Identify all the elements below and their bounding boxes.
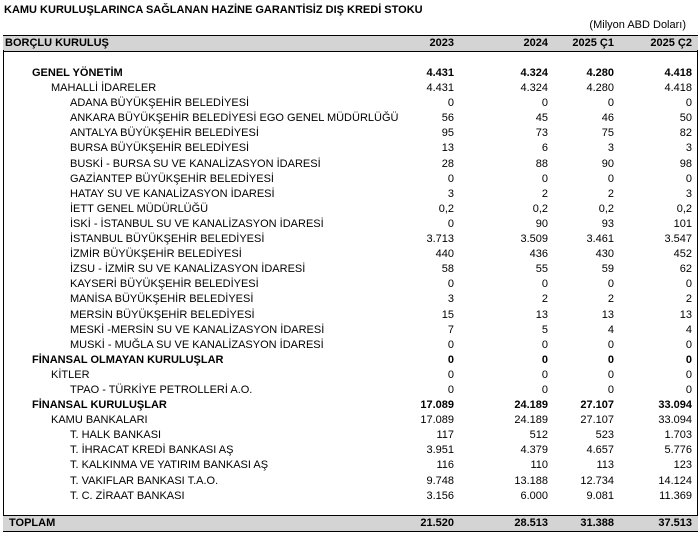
- row-value: 0: [541, 383, 548, 396]
- row-label: BUSKİ - BURSA SU VE KANALİZASYON İDARESİ: [70, 157, 321, 170]
- row-label: MANİSA BÜYÜKŞEHİR BELEDİYESİ: [70, 293, 254, 306]
- row-value: 4.280: [586, 82, 614, 95]
- row-label: T. HALK BANKASI: [70, 429, 162, 442]
- row-value: 58: [441, 263, 454, 276]
- table-header: [3, 35, 698, 52]
- row-value: 0: [541, 353, 548, 366]
- row-value: 4.657: [586, 444, 614, 457]
- table-row: [0, 126, 700, 141]
- table-row: [0, 383, 700, 398]
- row-value: 13: [441, 142, 454, 155]
- row-value: 46: [601, 112, 614, 125]
- row-value: 0: [685, 278, 692, 291]
- row-value: 0: [607, 353, 614, 366]
- row-value: 95: [441, 127, 454, 140]
- row-value: 3: [685, 142, 692, 155]
- row-value: 45: [535, 112, 548, 125]
- row-value: 4.431: [426, 82, 454, 95]
- row-value: 13: [535, 308, 548, 321]
- table-row: [0, 474, 700, 489]
- table-row: [0, 277, 700, 292]
- table-row: [0, 413, 700, 428]
- row-value: 27.107: [580, 414, 614, 427]
- row-value: 0: [607, 278, 614, 291]
- row-value: 9.081: [586, 489, 614, 502]
- row-value: 0: [607, 338, 614, 351]
- total-value-2023: 21.520: [420, 517, 454, 529]
- header-year-2025-q2: 2025 Ç2: [650, 37, 692, 49]
- row-value: 452: [673, 248, 692, 261]
- row-value: 0: [685, 383, 692, 396]
- row-value: 3.951: [426, 444, 454, 457]
- row-value: 4.431: [426, 67, 454, 79]
- row-value: 440: [435, 248, 454, 261]
- row-value: 0: [685, 368, 692, 381]
- row-value: 93: [601, 217, 614, 230]
- row-value: 15: [441, 308, 454, 321]
- row-value: 17.089: [420, 414, 454, 427]
- row-label: FİNANSAL KURULUŞLAR: [32, 399, 167, 412]
- row-value: 27.107: [580, 399, 614, 412]
- table-row: [0, 81, 700, 96]
- table-row: [0, 141, 700, 156]
- total-value-2025-q2: 37.513: [658, 517, 692, 529]
- table-row: [0, 308, 700, 323]
- row-value: 3: [447, 293, 454, 306]
- table-row: [0, 202, 700, 217]
- row-value: 0: [541, 172, 548, 185]
- row-value: 5: [541, 323, 548, 336]
- row-value: 73: [535, 127, 548, 140]
- row-value: 0: [541, 368, 548, 381]
- row-value: 110: [530, 459, 548, 472]
- row-value: 13: [679, 308, 692, 321]
- table-row: [0, 292, 700, 307]
- row-value: 512: [529, 429, 548, 442]
- row-label: GAZİANTEP BÜYÜKŞEHİR BELEDİYESİ: [70, 172, 274, 185]
- row-label: İZSU - İZMİR SU VE KANALİZASYON İDARESİ: [70, 263, 306, 276]
- row-value: 98: [679, 157, 692, 170]
- row-value: 0: [607, 172, 614, 185]
- row-value: 0: [447, 278, 454, 291]
- row-value: 55: [535, 263, 548, 276]
- row-label: KAMU BANKALARI: [51, 414, 148, 427]
- row-value: 0: [541, 338, 548, 351]
- row-value: 1.703: [664, 429, 692, 442]
- table-row: [0, 338, 700, 353]
- row-value: 12.734: [580, 474, 614, 487]
- row-value: 24.189: [514, 399, 548, 412]
- row-label: MAHALLİ İDARELER: [51, 82, 157, 95]
- row-value: 50: [679, 112, 692, 125]
- row-label: İETT GENEL MÜDÜRLÜĞÜ: [70, 202, 209, 215]
- row-label: T. C. ZİRAAT BANKASI: [70, 489, 185, 502]
- row-value: 0: [685, 172, 692, 185]
- row-value: 0: [607, 97, 614, 110]
- row-label: KİTLER: [51, 368, 90, 381]
- row-label: MESKİ -MERSİN SU VE KANALİZASYON İDARESİ: [70, 323, 325, 336]
- row-label: FİNANSAL OLMAYAN KURULUŞLAR: [32, 353, 224, 366]
- table-row: [0, 489, 700, 504]
- table-row: [0, 323, 700, 338]
- header-year-2025-q1: 2025 Ç1: [572, 37, 614, 49]
- row-value: 62: [679, 263, 692, 276]
- row-label: İZMİR BÜYÜKŞEHİR BELEDİYESİ: [70, 248, 242, 261]
- row-value: 0,2: [598, 202, 614, 215]
- row-value: 6.000: [520, 489, 548, 502]
- row-value: 13.188: [514, 474, 548, 487]
- row-value: 4.418: [664, 67, 692, 79]
- row-value: 33.094: [658, 399, 692, 412]
- row-label: TPAO - TÜRKİYE PETROLLERİ A.O.: [70, 383, 253, 396]
- table-row: [0, 111, 700, 126]
- row-value: 28: [441, 157, 454, 170]
- table-row: [0, 262, 700, 277]
- table-row: [0, 458, 700, 473]
- row-value: 0: [607, 368, 614, 381]
- row-value: 90: [601, 157, 614, 170]
- table-row: [0, 96, 700, 111]
- row-value: 0,2: [532, 202, 548, 215]
- total-row: [3, 515, 698, 532]
- row-value: 0,2: [676, 202, 692, 215]
- row-value: 3: [685, 187, 692, 200]
- row-value: 3.713: [426, 233, 454, 246]
- row-value: 0,2: [438, 202, 454, 215]
- table-row: [0, 368, 700, 383]
- row-value: 117: [436, 429, 454, 442]
- row-label: T. İHRACAT KREDİ BANKASI AŞ: [70, 444, 234, 457]
- table-row: [0, 428, 700, 443]
- row-value: 2: [541, 187, 548, 200]
- table-row: [0, 232, 700, 247]
- row-value: 0: [541, 278, 548, 291]
- row-value: 2: [607, 187, 614, 200]
- row-value: 3.547: [664, 233, 692, 246]
- row-value: 3: [607, 142, 614, 155]
- row-label: MUSKİ - MUĞLA SU VE KANALİZASYON İDARESİ: [70, 338, 324, 351]
- row-label: ANTALYA BÜYÜKŞEHİR BELEDİYESİ: [70, 127, 259, 140]
- row-value: 0: [447, 97, 454, 110]
- row-label: HATAY SU VE KANALİZASYON İDARESİ: [70, 187, 275, 200]
- row-label: İSTANBUL BÜYÜKŞEHİR BELEDİYESİ: [70, 233, 265, 246]
- row-value: 88: [535, 157, 548, 170]
- table-row: [0, 398, 700, 413]
- row-label: İSKİ - İSTANBUL SU VE KANALİZASYON İDARESİ: [70, 217, 324, 230]
- row-label: BURSA BÜYÜKŞEHİR BELEDİYESİ: [70, 142, 250, 155]
- total-value-2024: 28.513: [514, 517, 548, 529]
- row-value: 0: [685, 97, 692, 110]
- row-value: 4.418: [664, 82, 692, 95]
- row-value: 59: [601, 263, 614, 276]
- row-value: 17.089: [420, 399, 454, 412]
- row-value: 5.776: [664, 444, 692, 457]
- row-value: 2: [685, 293, 692, 306]
- row-value: 4: [685, 323, 692, 336]
- table-row: [0, 157, 700, 172]
- row-value: 13: [601, 308, 614, 321]
- row-value: 3.509: [520, 233, 548, 246]
- row-value: 0: [607, 383, 614, 396]
- row-label: GENEL YÖNETİM: [32, 67, 123, 79]
- row-value: 11.369: [659, 489, 692, 502]
- row-value: 0: [447, 172, 454, 185]
- row-value: 0: [685, 338, 692, 351]
- row-value: 3.156: [426, 489, 454, 502]
- row-value: 0: [447, 368, 454, 381]
- row-label: ANKARA BÜYÜKŞEHİR BELEDİYESİ EGO GENEL MÜDÜRLÜĞÜ: [70, 112, 399, 125]
- table-row: [0, 66, 700, 81]
- row-value: 4.379: [520, 444, 548, 457]
- row-value: 0: [541, 97, 548, 110]
- row-value: 0: [685, 353, 692, 366]
- row-value: 90: [535, 217, 548, 230]
- total-value-2025-q1: 31.388: [580, 517, 614, 529]
- row-value: 24.189: [514, 414, 548, 427]
- header-year-2023: 2023: [429, 37, 454, 49]
- row-value: 113: [596, 459, 614, 472]
- row-label: ADANA BÜYÜKŞEHİR BELEDİYESİ: [70, 97, 250, 110]
- row-value: 0: [447, 353, 454, 366]
- row-value: 33.094: [658, 414, 692, 427]
- row-label: T. VAKIFLAR BANKASI T.A.O.: [70, 474, 219, 487]
- header-label: BORÇLU KURULUŞ: [5, 37, 109, 49]
- row-value: 75: [601, 127, 614, 140]
- row-value: 9.748: [426, 474, 454, 487]
- table-row: [0, 217, 700, 232]
- header-year-2024: 2024: [523, 37, 548, 49]
- row-value: 0: [447, 217, 454, 230]
- row-value: 2: [607, 293, 614, 306]
- row-label: MERSİN BÜYÜKŞEHİR BELEDİYESİ: [70, 308, 255, 321]
- unit-label: (Milyon ABD Doları): [589, 19, 686, 31]
- row-value: 123: [673, 459, 692, 472]
- table-row: [0, 187, 700, 202]
- row-value: 101: [673, 217, 692, 230]
- row-value: 4.280: [586, 67, 614, 79]
- table-row: [0, 443, 700, 458]
- row-value: 82: [679, 127, 692, 140]
- row-value: 7: [447, 323, 454, 336]
- row-value: 56: [441, 112, 454, 125]
- table-row: [0, 353, 700, 368]
- row-value: 3.461: [586, 233, 614, 246]
- row-value: 0: [447, 338, 454, 351]
- row-value: 436: [529, 248, 548, 261]
- table-row: [0, 247, 700, 262]
- row-value: 6: [541, 142, 548, 155]
- row-label: KAYSERİ BÜYÜKŞEHİR BELEDİYESİ: [70, 278, 259, 291]
- row-value: 4.324: [520, 67, 548, 79]
- table-title: KAMU KURULUŞLARINCA SAĞLANAN HAZİNE GARANTİSİZ DIŞ KREDİ STOKU: [4, 4, 423, 16]
- row-value: 4.324: [520, 82, 548, 95]
- row-value: 116: [436, 459, 454, 472]
- row-value: 4: [607, 323, 614, 336]
- row-label: T. KALKINMA VE YATIRIM BANKASI AŞ: [70, 459, 269, 472]
- row-value: 0: [447, 383, 454, 396]
- table-row: [0, 172, 700, 187]
- table-body: [0, 66, 700, 504]
- row-value: 430: [595, 248, 614, 261]
- row-value: 3: [447, 187, 454, 200]
- total-label: TOPLAM: [9, 517, 56, 529]
- row-value: 523: [595, 429, 614, 442]
- row-value: 2: [541, 293, 548, 306]
- row-value: 14.124: [658, 474, 692, 487]
